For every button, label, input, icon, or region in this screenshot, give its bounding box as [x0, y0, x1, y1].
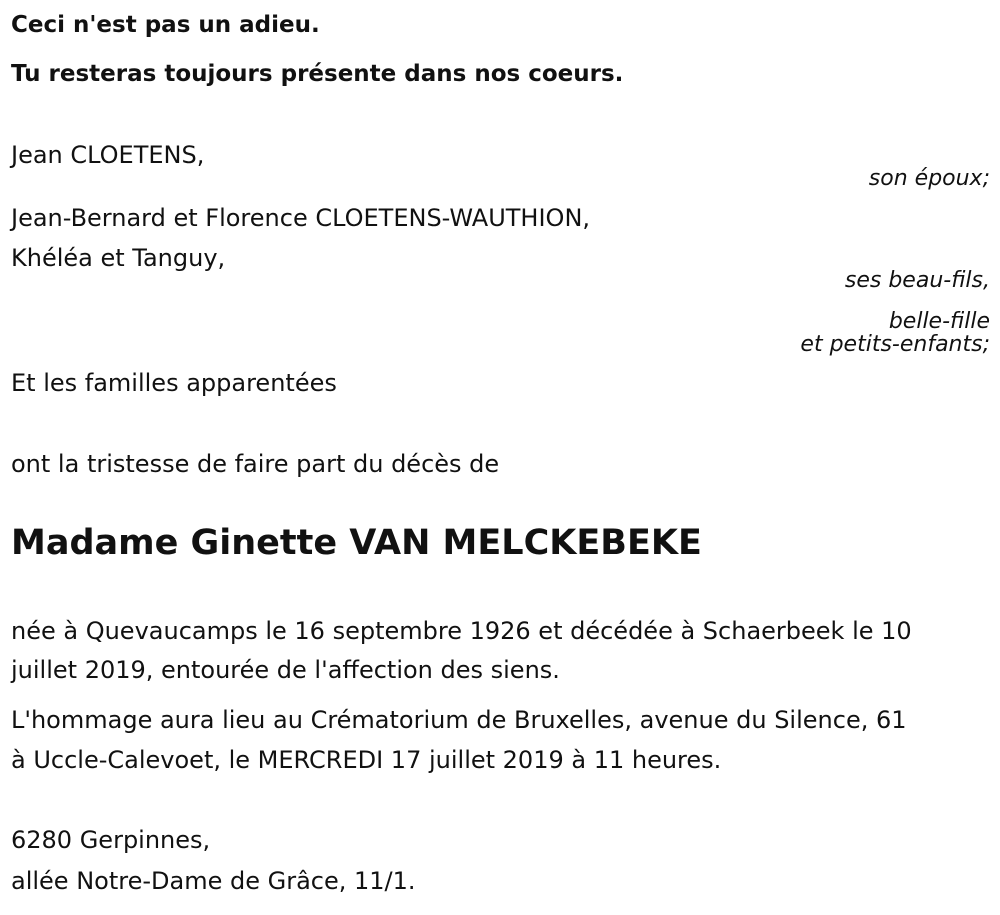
address-line-1: 6280 Gerpinnes,: [11, 826, 211, 854]
birth-death-line-1: née à Quevaucamps le 16 septembre 1926 et décédée à Schaerbeek le 10: [11, 617, 912, 645]
intro-line-1: Ceci n'est pas un adieu.: [11, 12, 320, 38]
relatives-line: Et les familles apparentées: [11, 369, 337, 397]
deceased-name: Madame Ginette VAN MELCKEBEKE: [11, 523, 702, 563]
children-relation-1: ses beau-fils,: [844, 268, 990, 293]
intro-line-2: Tu resteras toujours présente dans nos coeurs.: [11, 61, 624, 87]
birth-death-line-2: juillet 2019, entourée de l'affection des siens.: [11, 656, 560, 684]
children-relation-3: et petits-enfants;: [800, 332, 990, 357]
children-line-2: Khéléa et Tanguy,: [11, 244, 226, 272]
ceremony-line-1: L'hommage aura lieu au Crématorium de Bruxelles, avenue du Silence, 61: [11, 706, 907, 734]
children-line-1: Jean-Bernard et Florence CLOETENS-WAUTHION,: [11, 204, 591, 232]
announcement-line: ont la tristesse de faire part du décès de: [11, 450, 500, 478]
ceremony-line-2: à Uccle-Calevoet, le MERCREDI 17 juillet 2019 à 11 heures.: [11, 746, 722, 774]
children-relation-2: belle-fille: [888, 309, 990, 334]
address-line-2: allée Notre-Dame de Grâce, 11/1.: [11, 867, 416, 895]
husband-relation: son époux;: [868, 166, 990, 191]
husband-name: Jean CLOETENS,: [11, 141, 205, 169]
